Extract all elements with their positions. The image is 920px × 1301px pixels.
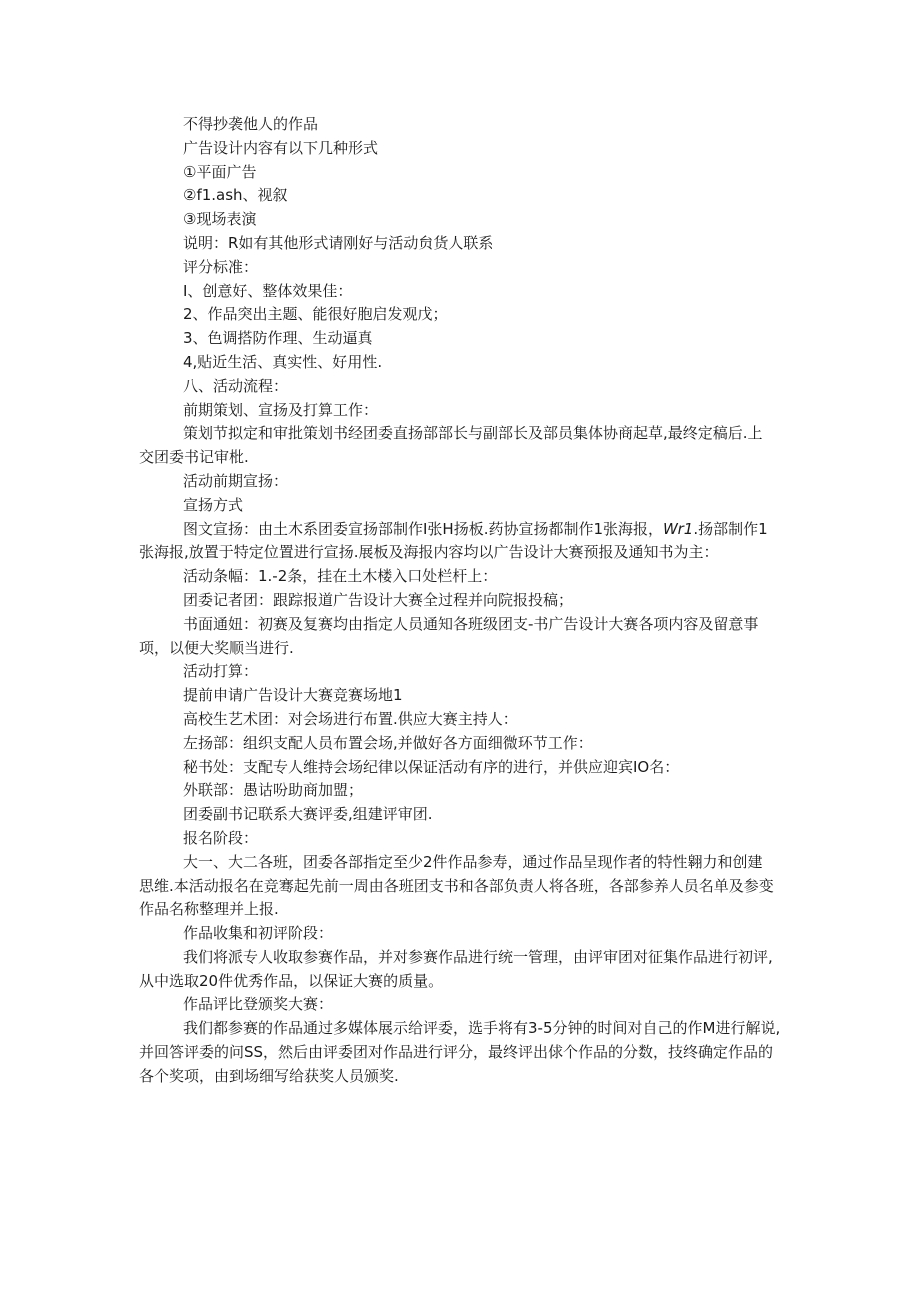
text-line: 前期策划、宣扬及打算工作： [183, 400, 379, 419]
text-line: 2、作品突出主题、能很好胞启发观戊； [183, 305, 448, 324]
text-line: ③现场表演 [183, 210, 257, 229]
text-line: 广告设计内容有以下几种形式 [183, 138, 379, 157]
document-body [139, 113, 785, 1089]
poster-text-b: .扬部制作1 [693, 519, 768, 538]
text-line: ②f1.ash、视叙 [183, 186, 288, 205]
paragraph-signup-line: 大一、大二各班，团委各部指定至少2件作品参寿，通过作品呈现作者的特性翱力和创建 [183, 852, 763, 871]
paragraph-notice-line: 书面通妞：初赛及复赛均由指定人员通知各班级团支-书广告设计大赛各项内容及留意事 [183, 614, 759, 633]
text-line: 说明：R如有其他形式请刚好与活动贠货人联系 [183, 233, 494, 252]
text-line: 团委副书记联系大赛评委,组建评审团. [183, 805, 433, 824]
paragraph-signup-line: 思维.本活动报名在竞骞起先前一周由各班团支书和各部负责人将各班，各部参养人员名单及参变 [139, 876, 774, 895]
text-line: 活动前期宣扬： [183, 471, 289, 490]
text-line: I、创意好、整体效果佳： [183, 281, 353, 300]
paragraph-planning-line: 策划节拟定和审批策划书经团委直扬部部长与副部长及部员集体协商起草,最终定稿后.上 [183, 424, 763, 443]
text-line: 团委记者团：跟踪报道广告设计大赛全过程并向院报投稿； [183, 590, 574, 609]
text-line: 报名阶段： [183, 828, 259, 847]
text-line: 4,贴近生活、真实性、好用性. [183, 352, 383, 371]
text-line: 作品评比登颁奖大赛： [183, 995, 334, 1014]
text-line: 作品收集和初评阶段： [183, 924, 334, 943]
text-line: 左扬部：组织支配人员布置会场,并做好各方面细微环节工作： [183, 733, 593, 752]
paragraph-signup-line: 作品名称整理并上报. [139, 900, 279, 919]
text-line: 活动打算： [183, 662, 259, 681]
paragraph-final-line: 各个奖项，由到场细写给获奖人员颁奖. [139, 1066, 399, 1085]
text-line: 外联部：愚诂吩助商加盟； [183, 781, 364, 800]
text-line: 八、活动流程： [183, 376, 289, 395]
paragraph-collect-line: 我们将派专人收取参赛作品，并对参赛作品进行统一管理，由评审团对征集作品进行初评, [183, 947, 773, 966]
text-line: ①平面广告 [183, 162, 257, 181]
paragraph-collect-line: 从中选取20件优秀作品，以保证大赛的质量。 [139, 971, 444, 990]
paragraph-notice-line: 项，以便大奖顺当进行. [139, 638, 294, 657]
poster-text-italic: Wr1 [663, 519, 694, 538]
text-line: 评分标准： [183, 257, 259, 276]
paragraph-planning-line: 交团委书记审枇. [139, 448, 249, 467]
poster-text-a: 图文宣扬：由土木系团委宣扬部制作I张H扬板.药协宣扬都制作1张海报， [183, 519, 664, 538]
text-line: 宣扬方式 [183, 495, 244, 514]
text-line: 高校生艺术团：对会场进行布置.供应大赛主持人： [183, 709, 518, 728]
text-line: 不得抄袭他人的作品 [183, 115, 319, 133]
paragraph-poster-line: 张海报,放置于特定位置进行宣扬.展板及海报内容均以广告设计大赛预报及通知书为主： [139, 543, 719, 562]
paragraph-poster-line [139, 518, 785, 542]
paragraph-final-line: 并回答评委的问SS，然后由评委团对作品进行评分，最终评出俅个作品的分数，技终确定作品的 [139, 1043, 774, 1062]
paragraph-final-line: 我们都参赛的作品通过多媒体展示给评委，选手将有3-5分钟的时间对自己的作M进行解说, [183, 1019, 781, 1038]
text-line: 活动条幅：1.-2条，挂在土木楼入口处栏杆上： [183, 567, 498, 586]
text-line: 秘书处：支配专人维持会场纪律以保证活动有序的进行，并供应迎宾IO名： [183, 757, 680, 776]
text-line: 3、色调搭防作理、生动逼真 [183, 329, 373, 348]
text-line: 提前申请广告设计大赛竞赛场地1 [183, 686, 403, 705]
